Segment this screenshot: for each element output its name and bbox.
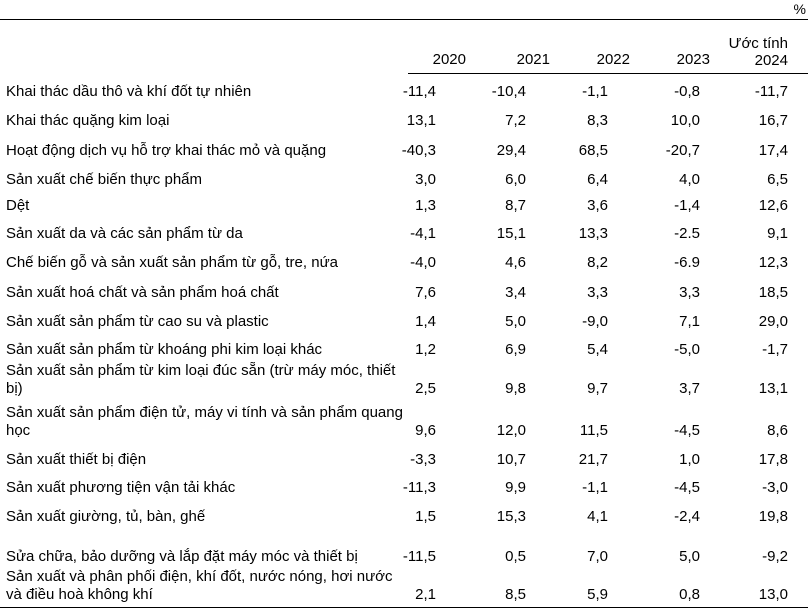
cell-value: 6,5	[767, 171, 788, 188]
cell-value: 29,0	[758, 313, 788, 330]
cell-value: 12,6	[758, 197, 788, 214]
cell-value: 68,5	[578, 142, 608, 159]
row-label: Sản xuất sản phẩm từ cao su và plastic	[6, 313, 269, 330]
cell-value: 15,3	[496, 508, 526, 525]
row-label: Sản xuất giường, tủ, bàn, ghế	[6, 508, 206, 525]
row-label: Hoạt động dịch vụ hỗ trợ khai thác mỏ và quặng	[6, 142, 327, 159]
cell-value: 1,5	[415, 508, 436, 525]
cell-value: 1,4	[415, 313, 436, 330]
cell-value: 5,9	[587, 586, 608, 603]
row-label: Sản xuất sản phẩm điện tử, máy vi tính và sản phẩm quang học	[6, 404, 403, 439]
cell-value: 7,0	[587, 548, 608, 565]
cell-value: 0,5	[505, 548, 526, 565]
row-label: Sản xuất phương tiện vận tải khác	[6, 479, 236, 496]
cell-value: 6,9	[505, 341, 526, 358]
cell-value: 15,1	[496, 225, 526, 242]
cell-value: 8,5	[505, 586, 526, 603]
row-label: Sản xuất sản phẩm từ khoáng phi kim loại khác	[6, 341, 323, 358]
row-label: Chế biến gỗ và sản xuất sản phẩm từ gỗ, tre, nứa	[6, 254, 338, 271]
cell-value: -4,5	[674, 479, 700, 496]
cell-value: 3,4	[505, 284, 526, 301]
table-row	[0, 486, 808, 526]
cell-value: 6,0	[505, 171, 526, 188]
unit-label: %	[793, 1, 806, 17]
cell-value: 13,1	[406, 112, 436, 129]
table-row	[0, 319, 808, 359]
cell-value: -1,7	[762, 341, 788, 358]
cell-value: -9,0	[582, 313, 608, 330]
header-2023: 2023	[676, 51, 710, 68]
cell-value: 1,0	[679, 451, 700, 468]
cell-value: 13,1	[758, 380, 788, 397]
table-row	[0, 526, 808, 566]
cell-value: 8,7	[505, 197, 526, 214]
cell-value: -3,3	[410, 451, 436, 468]
cell-value: 4,1	[587, 508, 608, 525]
row-label: Khai thác quặng kim loại	[6, 112, 170, 129]
cell-value: 13,0	[758, 586, 788, 603]
cell-value: 9,8	[505, 380, 526, 397]
cell-value: 0,8	[679, 586, 700, 603]
row-label: Sản xuất và phân phối điện, khí đốt, nước nóng, hơi nước và điều hoà không khí	[6, 568, 393, 603]
row-label: Sản xuất thiết bị điện	[6, 451, 147, 468]
cell-value: 6,4	[587, 171, 608, 188]
row-label: Khai thác dầu thô và khí đốt tự nhiên	[6, 83, 252, 100]
cell-value: -3,0	[762, 479, 788, 496]
cell-value: -11,5	[402, 548, 436, 565]
cell-value: 10,0	[670, 112, 700, 129]
cell-value: 8,6	[767, 422, 788, 439]
cell-value: -6.9	[674, 254, 700, 271]
row-label: Dệt	[6, 197, 30, 214]
cell-value: 7,6	[415, 284, 436, 301]
row-label: Sửa chữa, bảo dưỡng và lắp đặt máy móc và thiết bị	[6, 548, 358, 565]
cell-value: -10,4	[491, 83, 526, 100]
cell-value: 2,5	[415, 380, 436, 397]
cell-value: -4,5	[674, 422, 700, 439]
cell-value: 12,0	[496, 422, 526, 439]
header-2021: 2021	[516, 51, 550, 68]
cell-value: -1,1	[582, 83, 608, 100]
cell-value: -5,0	[674, 341, 700, 358]
cell-value: 8,3	[587, 112, 608, 129]
header-2022: 2022	[596, 51, 630, 68]
table-row	[0, 564, 808, 604]
cell-value: 10,7	[496, 451, 526, 468]
cell-value: 9,9	[505, 479, 526, 496]
cell-value: -11,3	[402, 479, 436, 496]
table-row	[0, 358, 808, 398]
cell-value: 5,4	[587, 341, 608, 358]
row-label: Sản xuất sản phẩm từ kim loại đúc sẵn (trừ máy móc, thiết bị)	[6, 362, 396, 397]
table-bottom-rule	[0, 607, 808, 608]
cell-value: 11,5	[579, 422, 608, 439]
cell-value: 3,3	[587, 284, 608, 301]
cell-value: 21,7	[578, 451, 608, 468]
cell-value: -4,0	[410, 254, 436, 271]
cell-value: 16,7	[758, 112, 788, 129]
cell-value: 4,6	[505, 254, 526, 271]
cell-value: 8,2	[587, 254, 608, 271]
cell-value: -1,4	[674, 197, 700, 214]
cell-value: 18,5	[758, 284, 788, 301]
cell-value: 17,4	[758, 142, 788, 159]
cell-value: -20,7	[665, 142, 700, 159]
cell-value: 29,4	[496, 142, 526, 159]
cell-value: -0,8	[674, 83, 700, 100]
cell-value: -2,4	[674, 508, 700, 525]
cell-value: -11,7	[754, 83, 788, 100]
cell-value: 17,8	[758, 451, 788, 468]
cell-value: 9,1	[767, 225, 788, 242]
cell-value: 9,6	[415, 422, 436, 439]
header-2020: 2020	[432, 51, 466, 68]
table-top-rule	[0, 19, 808, 20]
cell-value: -1,1	[582, 479, 608, 496]
cell-value: 2,1	[415, 586, 436, 603]
cell-value: 5,0	[679, 548, 700, 565]
cell-value: 13,3	[578, 225, 608, 242]
cell-value: -2.5	[674, 225, 700, 242]
cell-value: -9,2	[762, 548, 788, 565]
cell-value: 1,3	[415, 197, 436, 214]
cell-value: 9,7	[587, 380, 608, 397]
cell-value: 12,3	[758, 254, 788, 271]
row-label: Sản xuất hoá chất và sản phẩm hoá chất	[6, 284, 279, 301]
cell-value: -4,1	[410, 225, 436, 242]
cell-value: 5,0	[505, 313, 526, 330]
cell-value: 3,6	[587, 197, 608, 214]
cell-value: 3,3	[679, 284, 700, 301]
header-estimate-2024: Ước tính 2024	[728, 35, 788, 69]
cell-value: 3,7	[679, 380, 700, 397]
cell-value: 7,1	[679, 313, 700, 330]
cell-value: 4,0	[679, 171, 700, 188]
cell-value: 1,2	[415, 341, 436, 358]
cell-value: -11,4	[402, 83, 436, 100]
cell-value: -40,3	[401, 142, 436, 159]
row-label: Sản xuất da và các sản phẩm từ da	[6, 225, 243, 242]
cell-value: 7,2	[505, 112, 526, 129]
cell-value: 19,8	[758, 508, 788, 525]
row-label: Sản xuất chế biến thực phẩm	[6, 171, 202, 188]
cell-value: 3,0	[415, 171, 436, 188]
